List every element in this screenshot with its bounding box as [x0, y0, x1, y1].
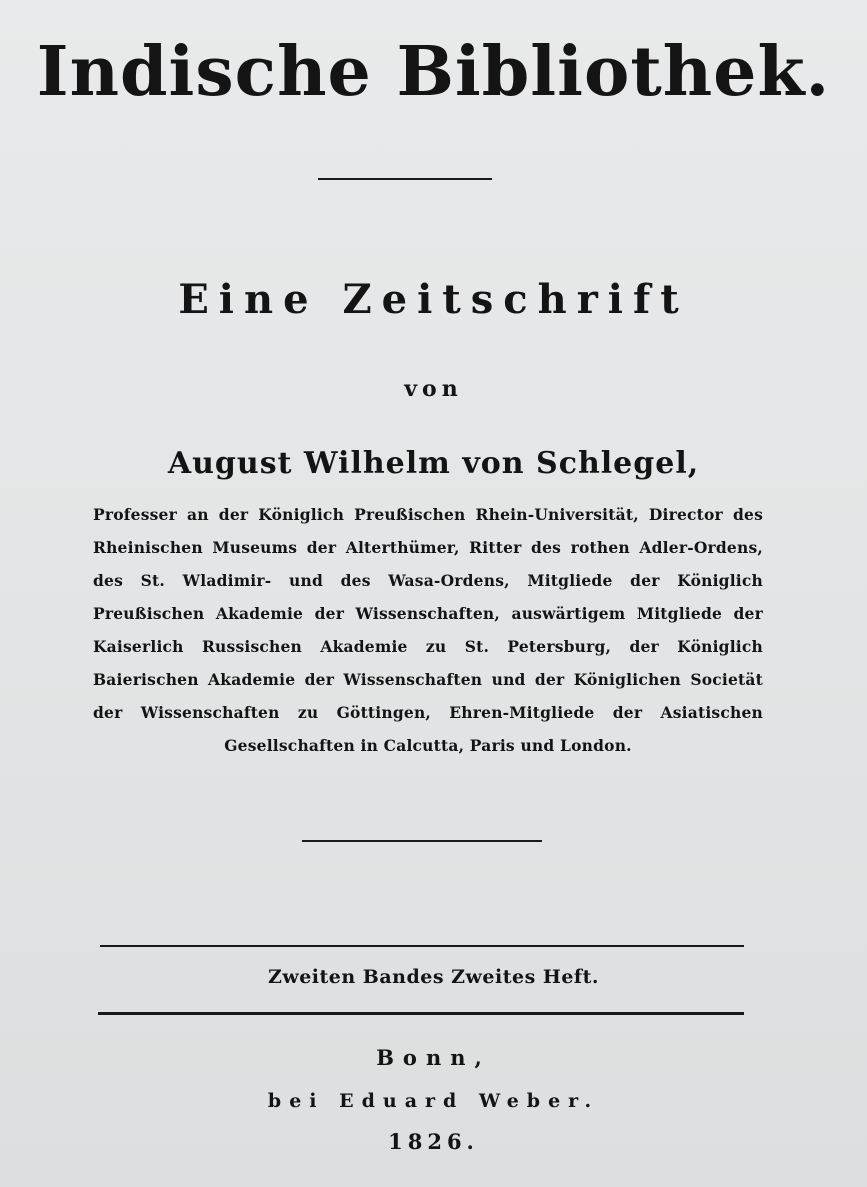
imprint-place: Bonn,: [376, 1045, 491, 1070]
issue-rule-bottom: [98, 1012, 744, 1015]
section-divider: [302, 840, 542, 842]
issue-rule-top: [100, 945, 744, 947]
author-name: August Wilhelm von Schlegel,: [167, 446, 700, 481]
title-divider: [318, 178, 492, 180]
imprint-year: 1826.: [388, 1129, 479, 1154]
issue-line: Zweiten Bandes Zweites Heft.: [267, 966, 599, 988]
book-title: Indische Bibliothek.: [36, 32, 831, 112]
author-titles: Professer an der Königlich Preußischen Rhein-Universität, Director des Rheinischen Museums der Alterthümer, Ritter des rothen Adler-Ordens, des St. Wladimir- und des Wasa-Ordens, Mitgliede der Königlich Preußischen Akademie der Wissenschaften, auswärtigem Mitgliede der Kaiserlich Russischen Akademie zu St. Petersburg, der Königlich Baierischen Akademie der Wissenschaften und der Königlichen Societät der Wissenschaften zu Göttingen, Ehren-Mitgliede der Asiatischen Gesellschaften in Calcutta, Paris und London.: [93, 505, 763, 755]
subtitle: Eine Zeitschrift: [178, 276, 689, 323]
imprint-publisher: bei Eduard Weber.: [267, 1090, 600, 1112]
byline: von: [404, 376, 463, 402]
